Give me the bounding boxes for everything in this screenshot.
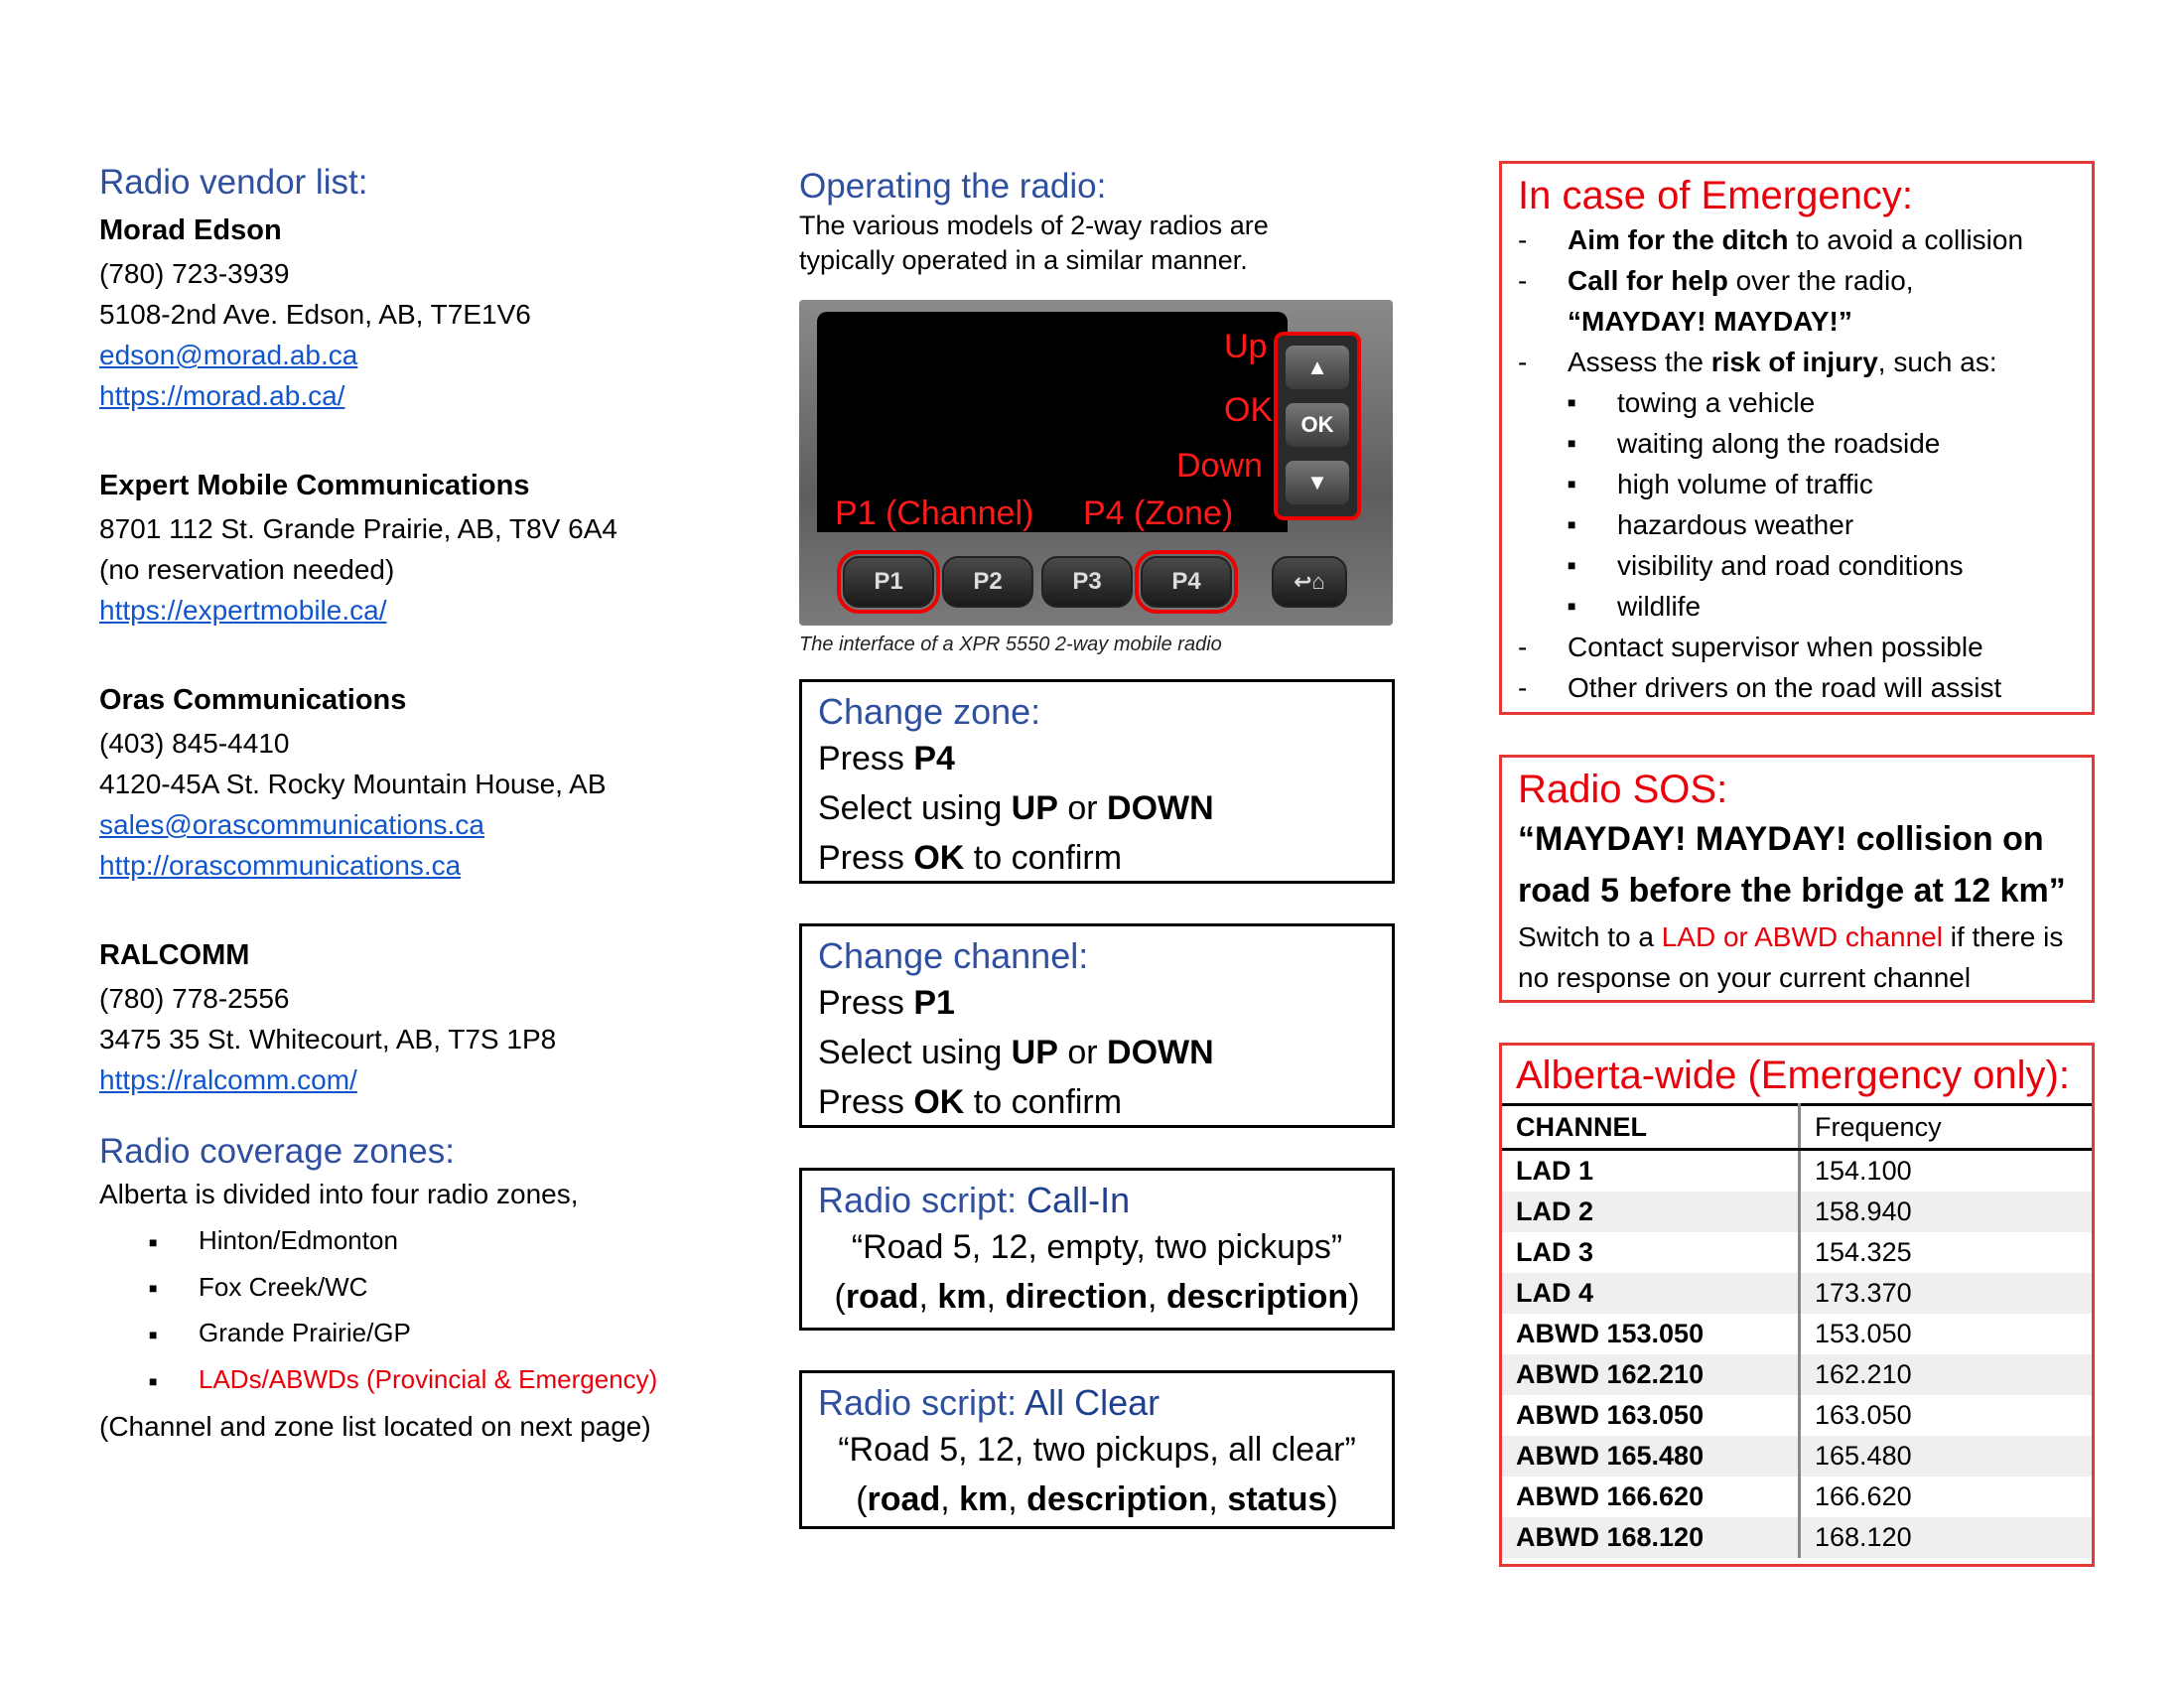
vendor-ralcomm [99,933,735,1100]
allclear-script-parts: (road, km, description, status) [856,1480,1338,1518]
table-row: ABWD 168.120 168.120 [1502,1517,2092,1558]
callin-script-quote: “Road 5, 12, empty, two pickups” [851,1228,1343,1266]
vendor-column [99,161,735,1447]
callin-script-box [799,1168,1395,1331]
list-item: ■ LADs/ABWDs (Provincial & Emergency) [149,1357,735,1404]
operating-description: The various models of 2-way radios are typically operated in a similar manner. [799,211,1269,275]
operating-title: Operating the radio: [799,167,1107,206]
alberta-title: Alberta-wide (Emergency only): [1516,1054,2070,1097]
vendor-oras [99,678,735,886]
list-item: - Aim for the ditch to avoid a collision [1518,219,2076,260]
table-row: LAD 4 173.370 [1502,1273,2092,1314]
vendor-name: Expert Mobile Communications [99,470,530,501]
vendor-website-link[interactable]: https://expertmobile.ca/ [99,595,387,626]
change-channel-step-1: Press P1 [818,984,955,1022]
change-channel-step-3: Press OK to confirm [818,1083,1123,1121]
table-row: ABWD 166.620 166.620 [1502,1477,2092,1517]
sos-quote: “MAYDAY! MAYDAY! collision on road 5 before the bridge at 12 km” [1518,820,2066,910]
label-p1-channel: P1 (Channel) [835,494,1034,532]
p3-button[interactable]: P3 [1041,556,1133,608]
zone-list [99,1218,735,1404]
bullet-icon: ■ [149,1233,158,1250]
table-row: ABWD 153.050 153.050 [1502,1314,2092,1354]
vendor-list-title: Radio vendor list: [99,163,368,202]
column-header-channel: CHANNEL [1502,1105,1800,1150]
allclear-script-title: Radio script: All Clear [818,1382,1160,1423]
change-zone-step-2: Select using UP or DOWN [818,789,1214,827]
table-row: LAD 3 154.325 [1502,1232,2092,1273]
emergency-box [1499,161,2095,715]
sos-note: Switch to a LAD or ABWD channel if there is no response on your current channel [1518,921,2064,993]
p4-button[interactable]: P4 [1141,556,1232,608]
vendor-email-link[interactable]: sales@orascommunications.ca [99,809,484,840]
side-key-group [1274,332,1361,520]
list-item: ■ Hinton/Edmonton [149,1218,735,1265]
operating-section [799,165,1405,278]
label-ok: OK [1224,391,1274,429]
vendor-name: Oras Communications [99,684,407,716]
bullet-icon: ■ [149,1372,158,1389]
bullet-icon: ■ [149,1326,158,1342]
bullet-icon: ■ [1568,516,1576,532]
change-channel-box [799,923,1395,1128]
vendor-address: 3475 35 St. Whitecourt, AB, T7S 1P8 [99,1024,557,1055]
alberta-channels-box [1499,1043,2095,1567]
vendor-website-link[interactable]: https://ralcomm.com/ [99,1064,357,1095]
vendor-note: (no reservation needed) [99,554,395,585]
emergency-title: In case of Emergency: [1518,174,1913,217]
table-row: LAD 1 154.100 [1502,1150,2092,1193]
label-up: Up [1224,328,1268,365]
vendor-phone: (403) 845-4410 [99,728,290,759]
allclear-script-quote: “Road 5, 12, two pickups, all clear” [838,1431,1356,1469]
vendor-expert-mobile [99,464,735,631]
allclear-script-box [799,1370,1395,1529]
list-item: ■ towing a vehicle [1617,382,2076,423]
list-item: ■ wildlife [1617,586,2076,627]
sos-title: Radio SOS: [1518,768,1728,811]
vendor-morad [99,209,735,416]
p2-button[interactable]: P2 [942,556,1033,608]
table-row: ABWD 163.050 163.050 [1502,1395,2092,1436]
bullet-icon: ■ [1568,435,1576,451]
bullet-icon: ■ [1568,394,1576,410]
label-down: Down [1176,447,1263,485]
risk-list [1568,382,2076,627]
list-item: ■ high volume of traffic [1617,464,2076,504]
p1-button[interactable]: P1 [843,556,934,608]
table-row: LAD 2 158.940 [1502,1192,2092,1232]
ok-key[interactable]: OK [1286,403,1349,447]
vendor-name: Morad Edson [99,214,282,246]
radio-sos-box [1499,755,2095,1003]
bullet-icon: ■ [1568,476,1576,492]
vendor-website-link[interactable]: https://morad.ab.ca/ [99,380,345,411]
vendor-email-link[interactable]: edson@morad.ab.ca [99,340,358,370]
label-p4-zone: P4 (Zone) [1083,494,1234,532]
change-zone-step-3: Press OK to confirm [818,839,1123,877]
list-item: - Contact supervisor when possible [1518,627,2076,667]
bullet-icon: ■ [1568,557,1576,573]
vendor-phone: (780) 778-2556 [99,983,290,1014]
list-item: ■ visibility and road conditions [1617,545,2076,586]
home-back-icon[interactable]: ↩⌂ [1272,556,1347,608]
coverage-intro: Alberta is divided into four radio zones, [99,1179,579,1209]
vendor-name: RALCOMM [99,939,250,971]
vendor-address: 8701 112 St. Grande Prairie, AB, T8V 6A4 [99,513,617,544]
callin-script-title: Radio script: Call-In [818,1180,1131,1220]
column-header-frequency: Frequency [1800,1105,2093,1150]
change-zone-title: Change zone: [818,691,1041,732]
vendor-phone: (780) 723-3939 [99,258,290,289]
change-zone-step-1: Press P4 [818,740,955,777]
frequency-table [1502,1103,2092,1558]
vendor-website-link[interactable]: http://orascommunications.ca [99,850,462,881]
change-channel-step-2: Select using UP or DOWN [818,1034,1214,1071]
list-item: ■ hazardous weather [1617,504,2076,545]
bullet-icon: ■ [149,1280,158,1297]
change-zone-box [799,679,1395,884]
table-row: ABWD 162.210 162.210 [1502,1354,2092,1395]
up-arrow-icon[interactable]: ▲ [1286,346,1349,389]
table-row: ABWD 165.480 165.480 [1502,1436,2092,1477]
list-item: ■ waiting along the roadside [1617,423,2076,464]
table-header-row [1502,1105,2092,1150]
change-channel-title: Change channel: [818,935,1089,976]
down-arrow-icon[interactable]: ▼ [1286,461,1349,504]
list-item: - Other drivers on the road will assist [1518,667,2076,708]
radio-caption: The interface of a XPR 5550 2-way mobile radio [799,633,1222,655]
callin-script-parts: (road, km, direction, description) [834,1278,1360,1316]
vendor-address: 5108-2nd Ave. Edson, AB, T7E1V6 [99,299,531,330]
list-item: ■ Fox Creek/WC [149,1265,735,1312]
list-item: - Call for help over the radio, “MAYDAY! MAYDAY!” [1518,260,2076,342]
coverage-title: Radio coverage zones: [99,1132,455,1171]
emergency-steps [1518,219,2076,708]
list-item: ■ Grande Prairie/GP [149,1311,735,1357]
bullet-icon: ■ [1568,598,1576,614]
list-item: - Assess the risk of injury, such as: ■ towing a vehicle ■ waiting along the roadside ■ high volume of traffic ■ hazardous weather ■ visibility and road conditions ■ wildlife [1518,342,2076,627]
vendor-address: 4120-45A St. Rocky Mountain House, AB [99,769,607,799]
radio-interface-image [799,300,1393,626]
coverage-footer: (Channel and zone list located on next page) [99,1410,651,1442]
